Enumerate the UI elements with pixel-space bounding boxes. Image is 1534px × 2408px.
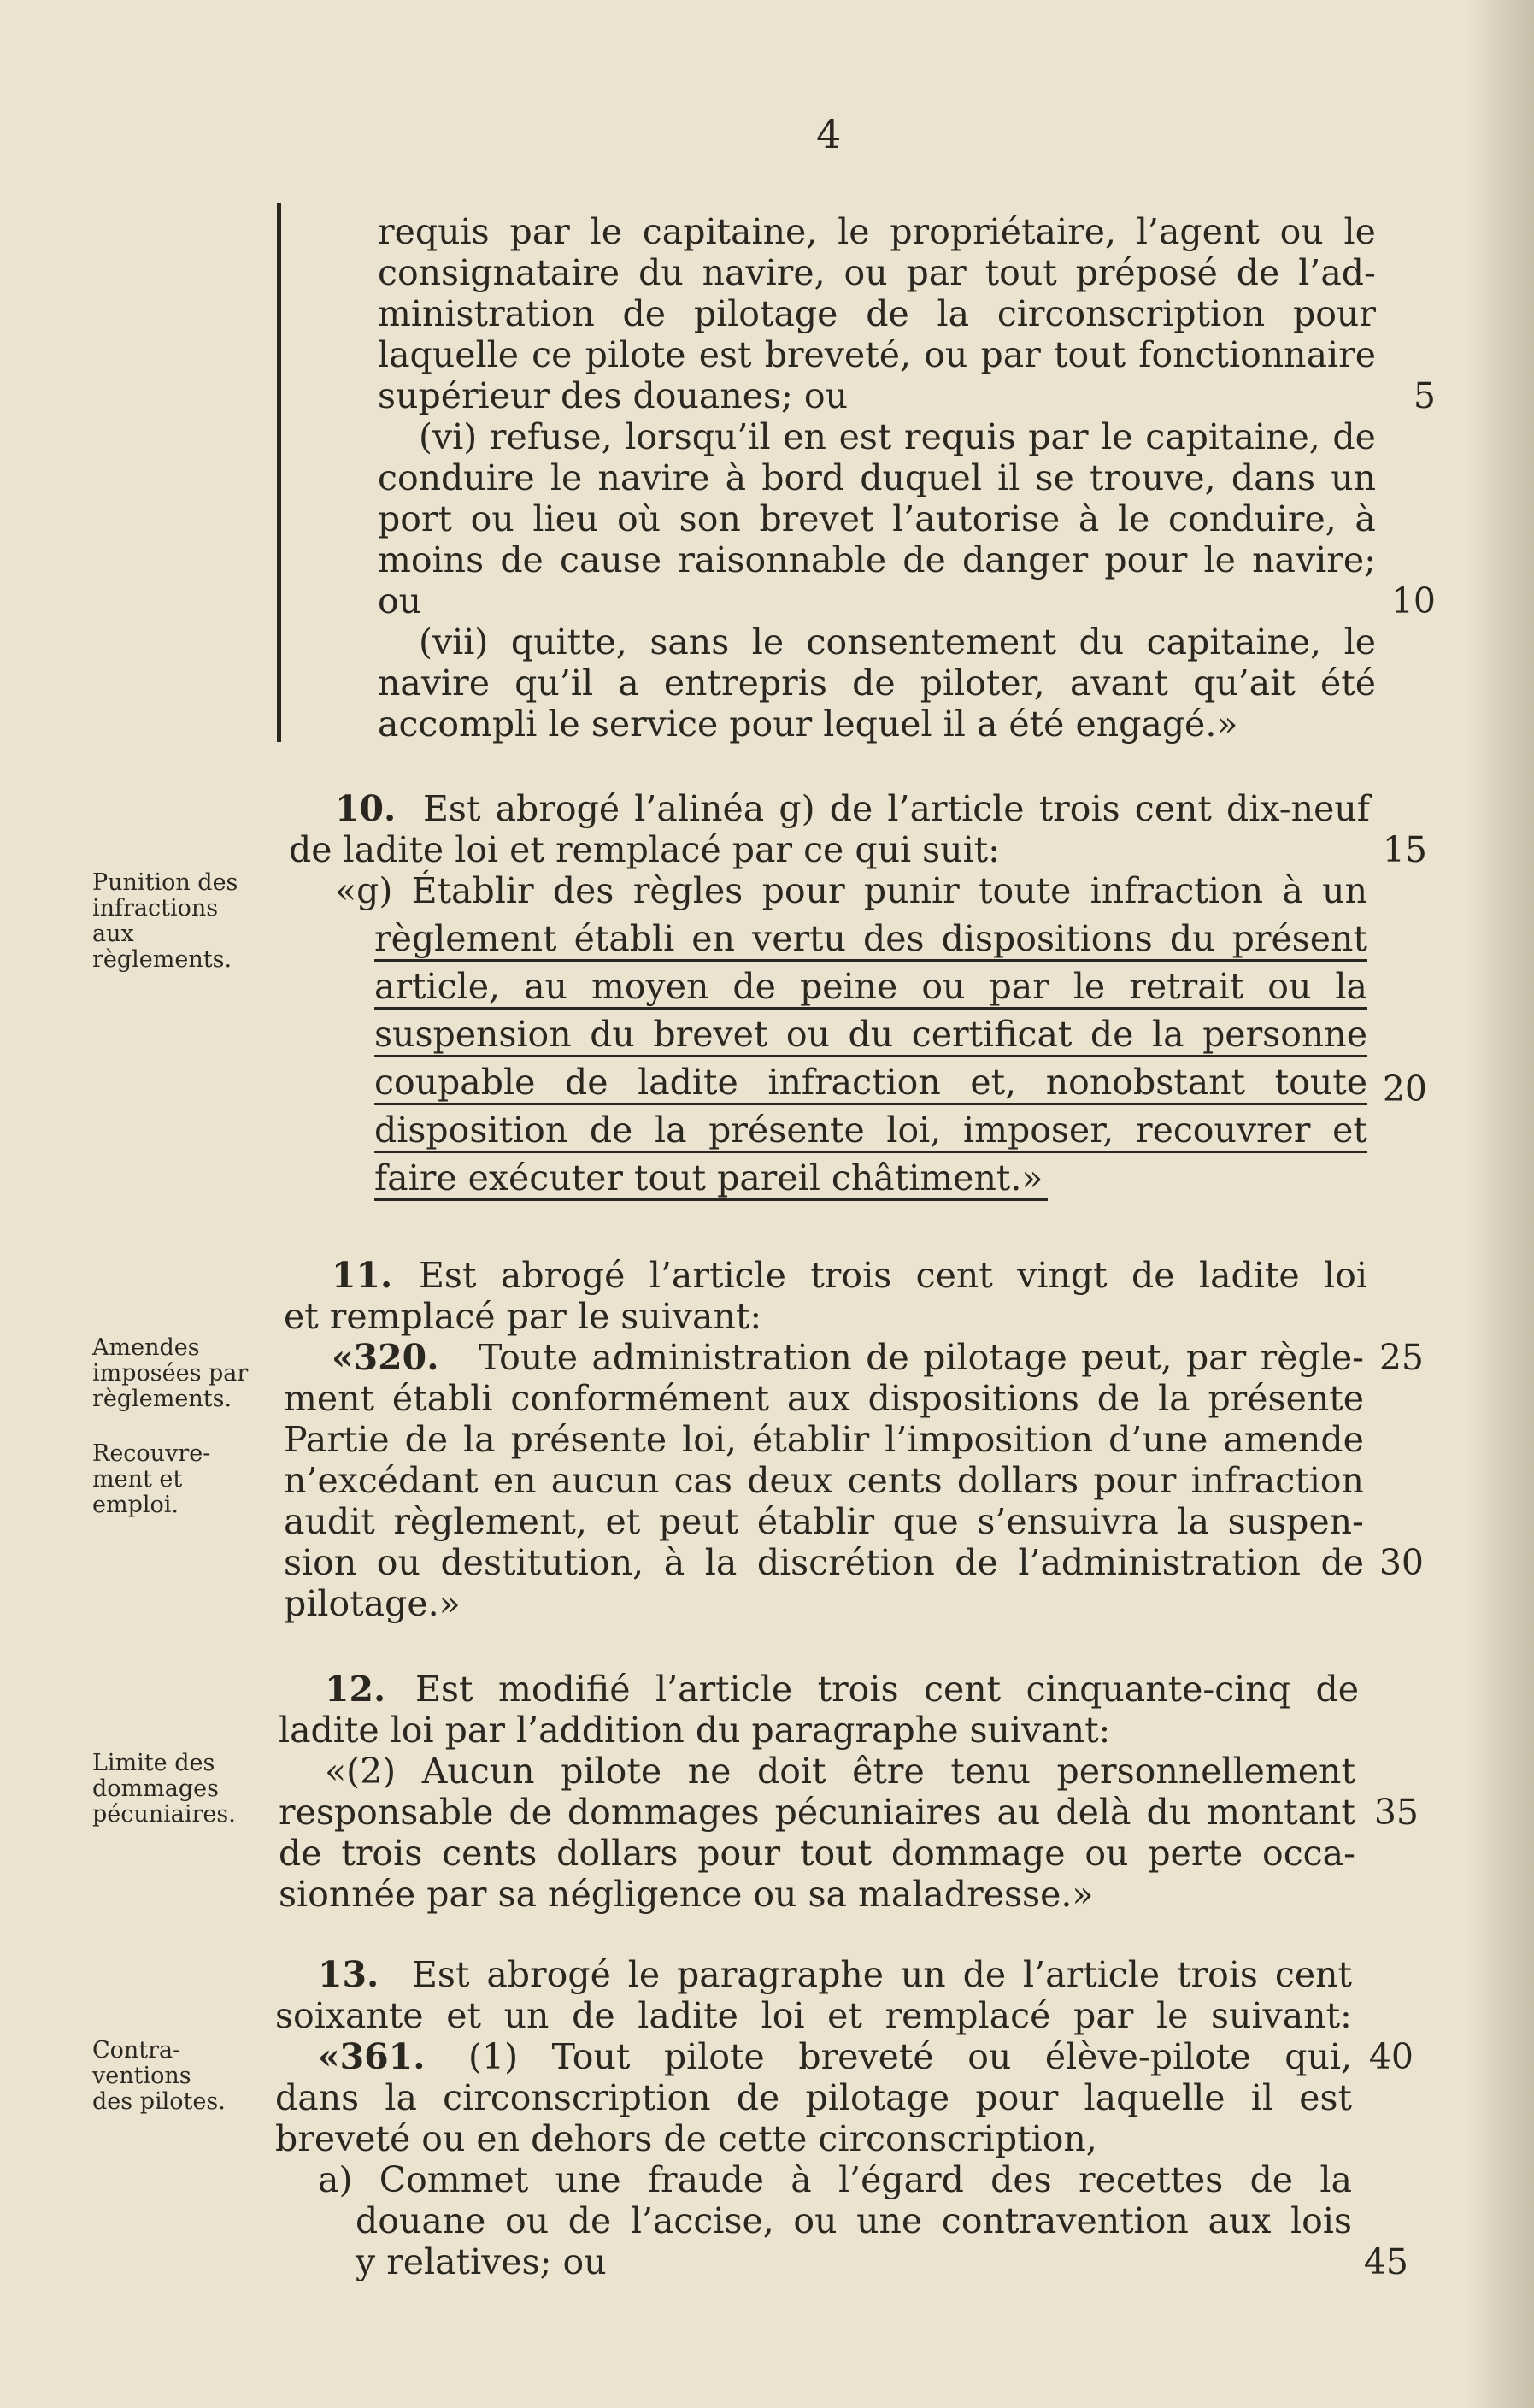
section-number: 13.: [318, 1954, 379, 1995]
text-line-underlined: coupable de ladite infraction et, nonobstant toute: [374, 1062, 1367, 1105]
text-line: Est modifié l’article trois cent cinquante-cinq de: [415, 1669, 1359, 1710]
text-line: (1) Tout pilote breveté ou élève-pilote qui,: [468, 2036, 1352, 2077]
line-number: 5: [1413, 375, 1436, 416]
text-line: Partie de la présente loi, établir l’imposition d’une amende: [284, 1419, 1364, 1460]
text-line: consignataire du navire, ou par tout préposé de l’ad-: [378, 252, 1376, 293]
text-line: de trois cents dollars pour tout dommage ou perte occa-: [279, 1833, 1355, 1874]
text-line: Est abrogé l’alinéa g) de l’article trois cent dix-neuf: [423, 788, 1370, 829]
text-line: requis par le capitaine, le propriétaire, l’agent ou le: [378, 211, 1376, 252]
text-line: «(2) Aucun pilote ne doit être tenu personnellement: [325, 1751, 1355, 1792]
text-line-underlined: règlement établi en vertu des dispositions du présent: [374, 918, 1367, 962]
text-line: a) Commet une fraude à l’égard des recettes de la: [318, 2159, 1352, 2200]
line-number: 10: [1390, 580, 1436, 621]
text-line: soixante et un de ladite loi et remplacé par le suivant:: [275, 1995, 1352, 2036]
page-number: 4: [816, 111, 842, 157]
text-line: y relatives; ou: [356, 2241, 607, 2282]
text-line: Toute administration de pilotage peut, par règle-: [479, 1337, 1364, 1378]
text-line: sionnée par sa négligence ou sa maladresse.»: [279, 1874, 1094, 1915]
margin-note: Limite des dommages pécuniaires.: [92, 1750, 236, 1828]
text-line: dans la circonscription de pilotage pour laquelle il est: [275, 2077, 1352, 2118]
text-line: de ladite loi et remplacé par ce qui suit:: [289, 829, 1000, 870]
text-line: supérieur des douanes; ou: [378, 375, 848, 416]
section-number: 10.: [335, 788, 397, 829]
text-line: Est abrogé le paragraphe un de l’article trois cent: [412, 1954, 1352, 1995]
text-line: port ou lieu où son brevet l’autorise à le conduire, à: [378, 498, 1376, 539]
text-line-underlined: faire exécuter tout pareil châtiment.»: [374, 1157, 1048, 1201]
page-edge-shadow: [1466, 0, 1534, 2408]
text-line: conduire le navire à bord duquel il se trouve, dans un: [378, 457, 1376, 498]
text-line: et remplacé par le suivant:: [284, 1296, 762, 1337]
text-line: laquelle ce pilote est breveté, ou par tout fonctionnaire: [378, 334, 1376, 375]
text-line: sion ou destitution, à la discrétion de l’administration de: [284, 1542, 1364, 1583]
line-number: 15: [1382, 829, 1427, 870]
margin-note: Amendes imposées par règlements.: [92, 1334, 249, 1412]
line-number: 20: [1382, 1069, 1427, 1110]
text-line: ou: [378, 580, 422, 621]
text-line: «g) Établir des règles pour punir toute infraction à un: [335, 870, 1367, 911]
text-line-underlined: article, au moyen de peine ou par le retrait ou la: [374, 966, 1367, 1010]
text-line: audit règlement, et peut établir que s’ensuivra la suspen-: [284, 1501, 1364, 1542]
line-number: 35: [1373, 1792, 1419, 1833]
text-line: (vi) refuse, lorsqu’il en est requis par le capitaine, de: [419, 416, 1376, 457]
text-line: ladite loi par l’addition du paragraphe suivant:: [279, 1710, 1111, 1751]
line-number: 25: [1378, 1337, 1424, 1378]
text-line: (vii) quitte, sans le consentement du capitaine, le: [419, 621, 1376, 662]
section-number: 11.: [332, 1255, 393, 1296]
text-line: navire qu’il a entrepris de piloter, avant qu’ait été: [378, 662, 1376, 704]
line-number: 30: [1378, 1542, 1424, 1583]
line-number: 45: [1363, 2241, 1408, 2282]
section-number: 12.: [325, 1669, 386, 1710]
amendment-bar: [277, 203, 281, 742]
text-line: Est abrogé l’article trois cent vingt de ladite loi: [419, 1255, 1367, 1296]
margin-note: Contra- ventions des pilotes.: [92, 2037, 226, 2115]
text-line: moins de cause raisonnable de danger pour le navire;: [378, 539, 1376, 580]
margin-note: Recouvre- ment et emploi.: [92, 1440, 211, 1518]
section-number: «320.: [332, 1337, 439, 1378]
text-line: ministration de pilotage de la circonscription pour: [378, 293, 1376, 334]
margin-note: Punition des infractions aux règlements.: [92, 869, 238, 973]
text-line-underlined: disposition de la présente loi, imposer, recouvrer et: [374, 1110, 1367, 1153]
text-line: pilotage.»: [284, 1583, 461, 1624]
text-line-underlined: suspension du brevet ou du certificat de la personne: [374, 1014, 1367, 1057]
line-number: 40: [1368, 2036, 1414, 2077]
text-line: ment établi conformément aux dispositions de la présente: [284, 1378, 1364, 1419]
text-line: responsable de dommages pécuniaires au delà du montant: [279, 1792, 1355, 1833]
text-line: breveté ou en dehors de cette circonscription,: [275, 2118, 1097, 2159]
text-line: accompli le service pour lequel il a été engagé.»: [378, 704, 1238, 745]
text-line: douane ou de l’accise, ou une contravention aux lois: [356, 2200, 1352, 2241]
text-line: n’excédant en aucun cas deux cents dollars pour infraction: [284, 1460, 1364, 1501]
section-number: «361.: [318, 2036, 426, 2077]
